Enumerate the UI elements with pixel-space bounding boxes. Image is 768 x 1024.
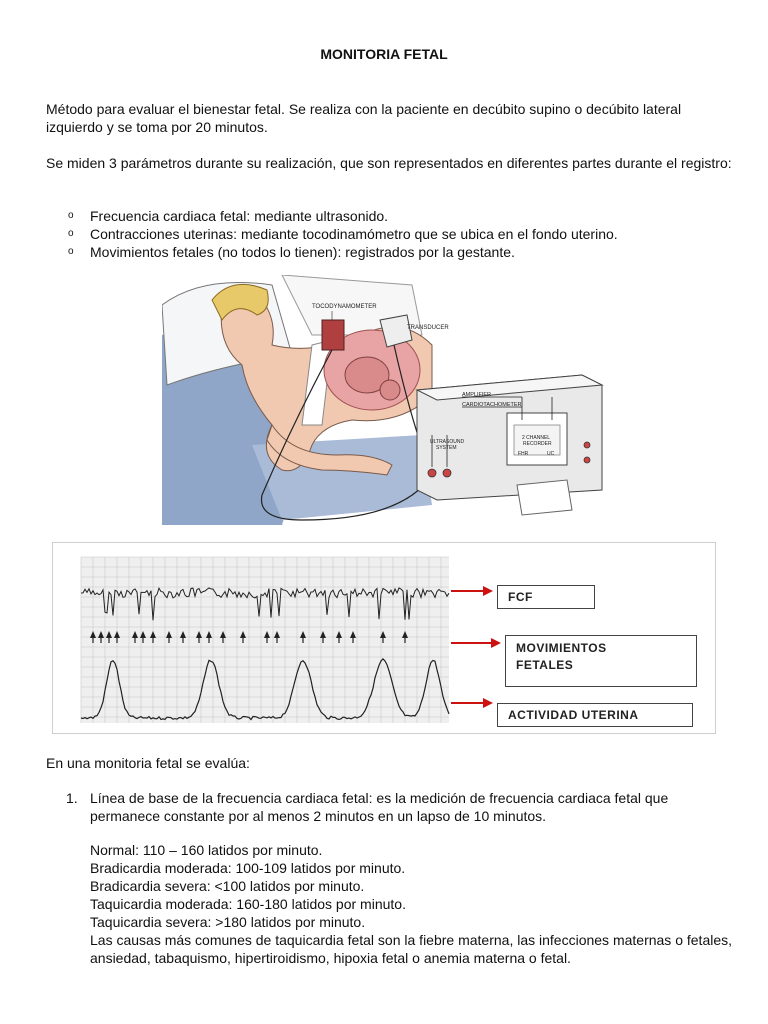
bullet-marker: o (68, 210, 74, 221)
label-tocodynamometer: TOCODYNAMOMETER (312, 304, 377, 310)
parameters-paragraph: Se miden 3 parámetros durante su realización, que son representados en diferentes partes durante el registro: (46, 155, 732, 171)
label-uc: UC (547, 451, 555, 457)
list-item: o Movimientos fetales (no todos lo tienen): registrados por la gestante. (68, 244, 515, 260)
label-recorder: RECORDER (523, 441, 552, 447)
fetal-monitoring-illustration (162, 275, 607, 525)
tocodynamometer-device (322, 320, 344, 350)
range-taquicardia-severa: Taquicardia severa: >180 latidos por minuto. (90, 914, 366, 930)
bullet-marker: o (68, 246, 74, 257)
heart-rate-ranges (90, 841, 740, 967)
control-knob (584, 442, 590, 448)
page-title: MONITORIA FETAL (320, 46, 448, 62)
label-box-fcf: FCF (497, 585, 595, 609)
range-taquicardia-moderada: Taquicardia moderada: 160-180 latidos por minuto. (90, 896, 406, 912)
label-transducer: TRANSDUCER (407, 325, 449, 331)
printout-paper (517, 480, 572, 515)
range-bradicardia-moderada: Bradicardia moderada: 100-109 latidos por minuto. (90, 860, 406, 876)
baseline-definition: Línea de base de la frecuencia cardiaca fetal: es la medición de frecuencia cardiaca fetal que permanece constante por al menos 2 minutos en un lapso de 10 minutos. (90, 790, 669, 824)
connector-knob (443, 469, 451, 477)
range-bradicardia-severa: Bradicardia severa: <100 latidos por minuto. (90, 878, 365, 894)
tachycardia-causes: Las causas más comunes de taquicardia fetal son la fiebre materna, las infecciones maternas o fetales, ansiedad, tabaquismo, hipertiroidismo, hipoxia fetal o anemia materna o fetal. (90, 932, 733, 966)
bullet-marker: o (68, 228, 74, 239)
evaluation-intro: En una monitoria fetal se evalúa: (46, 755, 250, 771)
label-box-movimientos: MOVIMIENTOS FETALES (505, 635, 697, 687)
label-ultrasound: ULTRASOUND (430, 439, 465, 445)
label-two-channel: 2 CHANNEL (522, 435, 551, 441)
list-item: o Contracciones uterinas: mediante tocodinamómetro que se ubica en el fondo uterino. (68, 226, 618, 242)
ctg-trace-figure (52, 542, 716, 734)
trace-paper (81, 557, 449, 723)
label-cardiotachometer: CARDIOTACHOMETER (462, 402, 522, 408)
list-item: o Frecuencia cardiaca fetal: mediante ultrasonido. (68, 208, 389, 224)
range-normal: Normal: 110 – 160 latidos por minuto. (90, 842, 323, 858)
label-box-actividad: ACTIVIDAD UTERINA (497, 703, 693, 727)
list-number: 1. (66, 790, 78, 806)
connector-knob (428, 469, 436, 477)
label-ultrasound-system: SYSTEM (436, 445, 457, 451)
label-amplifier: AMPLIFIER (462, 392, 492, 398)
fetus-head (380, 380, 400, 400)
parameters-list (46, 207, 618, 261)
control-knob (584, 457, 590, 463)
intro-paragraph: Método para evaluar el bienestar fetal. Se realiza con la paciente en decúbito supino o decúbito lateral izquierdo y se toma por 20 minutos. (46, 101, 682, 135)
label-fhr: FHR (518, 451, 529, 457)
